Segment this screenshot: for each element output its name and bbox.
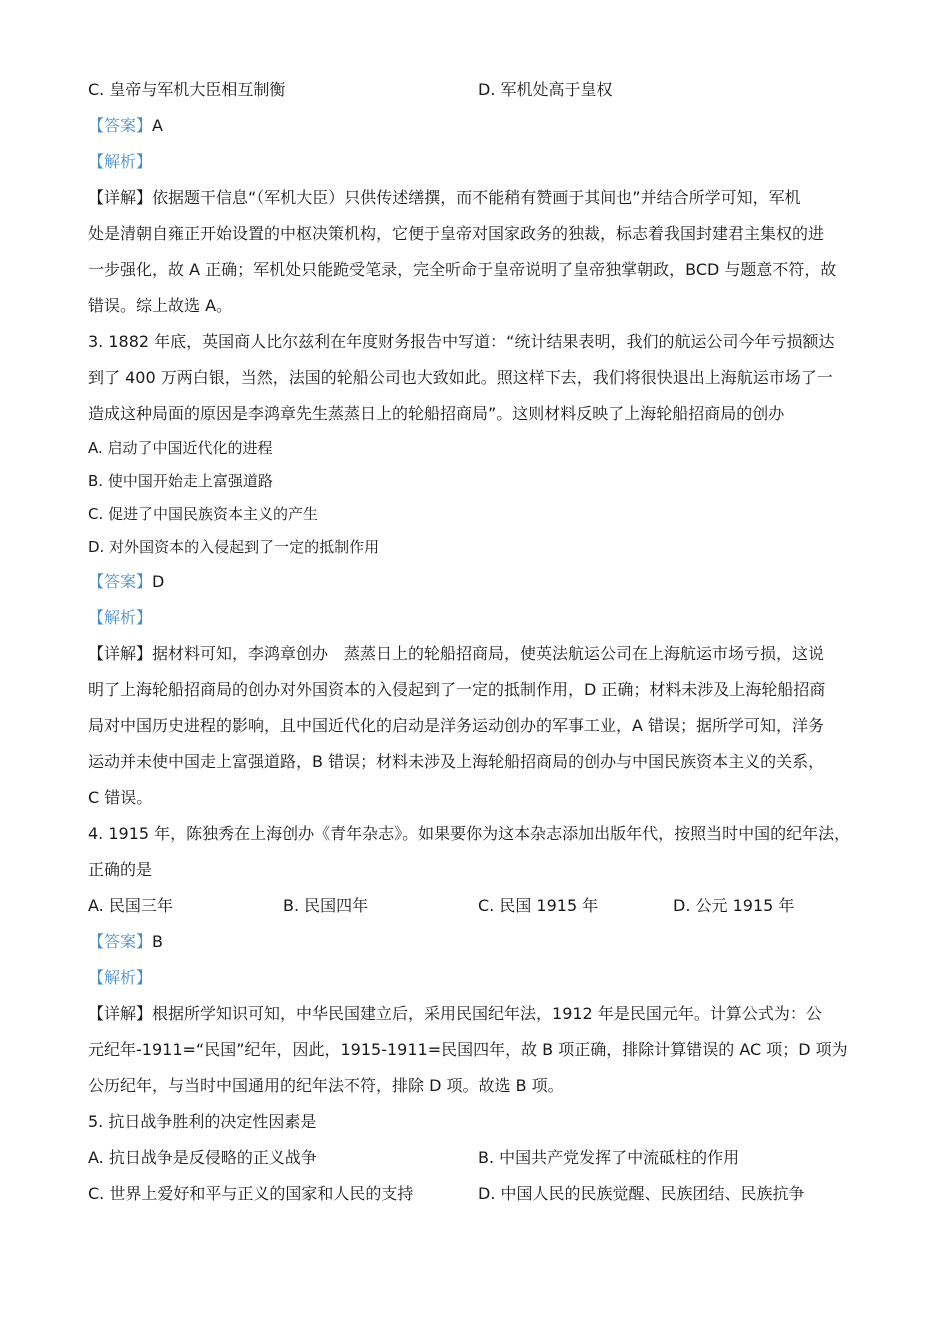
q4-detail-line: 公历纪年，与当时中国通用的纪年法不符，排除 D 项。故选 B 项。 <box>88 1076 564 1095</box>
q3-option-d: D. 对外国资本的入侵起到了一定的抵制作用 <box>88 538 380 556</box>
q4-option-c: C. 民国 1915 年 <box>478 896 599 915</box>
q4-analysis-tag: 【解析】 <box>88 968 153 987</box>
q5-options-row <box>88 1176 878 1212</box>
detail-text: 依据题干信息“（军机大臣）只供传述缮撰，而不能稍有赞画于其间也”并结合所学可知，军机 <box>152 188 801 207</box>
q5-options-row <box>88 1140 878 1176</box>
q3-option-c: C. 促进了中国民族资本主义的产生 <box>88 505 319 523</box>
q3-stem-line: 3. 1882 年底，英国商人比尔兹利在年度财务报告中写道：“统计结果表明，我们的航运公司今年亏损额达 <box>88 332 835 351</box>
q4-answer <box>88 924 878 960</box>
q2-option-c: C. 皇帝与军机大臣相互制衡 <box>88 80 286 99</box>
q4-option-b: B. 民国四年 <box>283 896 369 915</box>
q2-answer <box>88 108 878 144</box>
q3-option-a: A. 启动了中国近代化的进程 <box>88 439 273 457</box>
detail-tag: 【详解】 <box>88 1004 153 1023</box>
q2-detail-line: 一步强化，故 A 正确；军机处只能跪受笔录，完全听命于皇帝说明了皇帝独掌朝政，BCD 与题意不符，故 <box>88 260 837 279</box>
q4-detail-line <box>88 996 878 1032</box>
q4-option-d: D. 公元 1915 年 <box>673 896 795 915</box>
answer-value: B <box>152 932 163 951</box>
detail-text: 据材料可知，李鸿章创办 蒸蒸日上的轮船招商局，使英法航运公司在上海航运市场亏损，这说 <box>152 644 825 663</box>
q2-detail-line: 处是清朝自雍正开始设置的中枢决策机构，它便于皇帝对国家政务的独裁，标志着我国封建君主集权的进 <box>88 224 825 243</box>
q2-detail-line: 错误。综上故选 A。 <box>88 296 233 315</box>
document-page <box>88 72 878 1212</box>
q5-option-d: D. 中国人民的民族觉醒、民族团结、民族抗争 <box>478 1184 805 1203</box>
q3-detail-line: 明了上海轮船招商局的创办对外国资本的入侵起到了一定的抵制作用，D 正确；材料未涉及上海轮船招商 <box>88 680 826 699</box>
q5-option-b: B. 中国共产党发挥了中流砥柱的作用 <box>478 1148 740 1167</box>
q4-detail-line: 元纪年-1911=“民国”纪年，因此，1915-1911=民国四年，故 B 项正确，排除计算错误的 AC 项；D 项为 <box>88 1040 848 1059</box>
q3-answer <box>88 564 878 600</box>
answer-value: D <box>152 572 165 591</box>
q3-detail-line: 局对中国历史进程的影响，且中国近代化的启动是洋务运动创办的军事工业，A 错误；据所学可知，洋务 <box>88 716 825 735</box>
answer-tag: 【答案】 <box>88 116 153 135</box>
q2-option-d: D. 军机处高于皇权 <box>478 80 613 99</box>
q3-detail-line <box>88 636 878 672</box>
q5-stem: 5. 抗日战争胜利的决定性因素是 <box>88 1112 317 1131</box>
q3-detail-line: 运动并未使中国走上富强道路，B 错误；材料未涉及上海轮船招商局的创办与中国民族资本主义的关系， <box>88 752 825 771</box>
q3-detail-line: C 错误。 <box>88 788 153 807</box>
answer-tag: 【答案】 <box>88 932 153 951</box>
q3-stem-line: 造成这种局面的原因是李鸿章先生蒸蒸日上的轮船招商局”。这则材料反映了上海轮船招商局的创办 <box>88 404 785 423</box>
q4-stem-line: 正确的是 <box>88 860 153 879</box>
q4-option-a: A. 民国三年 <box>88 896 173 915</box>
q4-options-row <box>88 888 878 924</box>
answer-tag: 【答案】 <box>88 572 153 591</box>
q2-analysis-tag: 【解析】 <box>88 152 153 171</box>
detail-tag: 【详解】 <box>88 188 153 207</box>
q3-analysis-tag: 【解析】 <box>88 608 153 627</box>
q2-options-row <box>88 72 878 108</box>
answer-value: A <box>152 116 163 135</box>
q3-stem-line: 到了 400 万两白银，当然，法国的轮船公司也大致如此。照这样下去，我们将很快退出上海航运市场了一 <box>88 368 833 387</box>
q3-option-b: B. 使中国开始走上富强道路 <box>88 472 273 490</box>
q4-stem-line: 4. 1915 年，陈独秀在上海创办《青年杂志》。如果要你为这本杂志添加出版年代，按照当时中国的纪年法， <box>88 824 851 843</box>
q2-detail-line <box>88 180 878 216</box>
q5-option-a: A. 抗日战争是反侵略的正义战争 <box>88 1148 317 1167</box>
detail-tag: 【详解】 <box>88 644 153 663</box>
detail-text: 根据所学知识可知，中华民国建立后，采用民国纪年法，1912 年是民国元年。计算公式为：公 <box>152 1004 822 1023</box>
q5-option-c: C. 世界上爱好和平与正义的国家和人民的支持 <box>88 1184 414 1203</box>
